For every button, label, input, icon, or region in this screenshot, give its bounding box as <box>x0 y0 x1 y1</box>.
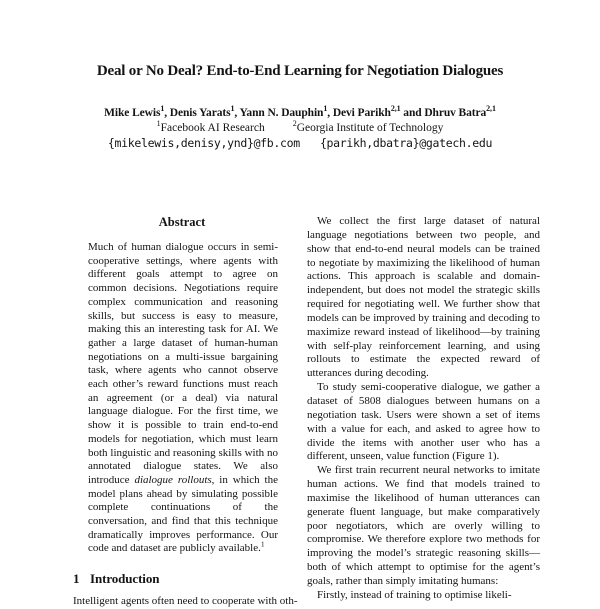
abstract-segment: Much of human dialogue occurs in semi-cooperative settings, where agents with different goals attempt to agree on common decisions. Negotiations require complex communication and reasoning skills, but success is easy to measure, making this an interesting task for AI. We gather a large dataset of human-human negotiations on a multi-issue bargaining task, where agents who cannot observe each other’s reward functions must reach an agreement (or a deal) via natural language dialogue. For the first time, we show it is possible to train end-to-end models for negotiation, which must learn both linguistic and reasoning skills with no annotated dialogue states. We also introduce <box>88 241 278 486</box>
abstract-italic-phrase: dialogue rollouts <box>134 473 212 486</box>
introduction-first-line: Intelligent agents often need to cooperate with oth- <box>73 595 298 608</box>
affiliation-name: Georgia Institute of Technology <box>296 122 444 134</box>
abstract-text <box>88 241 278 556</box>
affiliation <box>292 119 444 135</box>
author-separator: and <box>400 107 425 119</box>
author-name: Mike Lewis <box>104 107 161 119</box>
author-name: Denis Yarats <box>169 107 231 119</box>
section-number: 1 <box>73 571 80 587</box>
author-superscript: 1 <box>323 104 328 114</box>
author-superscript: 1 <box>230 104 235 114</box>
author-superscript: 2,1 <box>390 104 401 114</box>
paper-title: Deal or No Deal? End-to-End Learning for Negotiation Dialogues <box>96 63 504 79</box>
paragraph: We first train recurrent neural networks to imitate human actions. We find that models trained to maximise the likelihood of human utterances can generate fluent language, but make comparatively poor negotiators, which are overly willing to compromise. We therefore explore two methods for improving the model’s strategic reasoning skills—both of which attempt to optimise for the agent’s goals, rather than simply imitating humans: <box>307 464 540 587</box>
email-address: {parikh,dbatra}@gatech.edu <box>319 136 493 150</box>
author-separator: , <box>327 107 333 119</box>
author <box>424 104 496 119</box>
abstract-heading: Abstract <box>158 215 206 229</box>
right-column <box>307 215 540 609</box>
author-superscript: 2,1 <box>486 104 496 114</box>
author-separator: , <box>164 107 170 119</box>
section-title: Introduction <box>90 571 160 587</box>
abstract-segment: , in which the model plans ahead by simulating possible complete continuations of the conversation, and find that this technique dramatically improves performance. Our code and dataset are publicly available. <box>88 473 278 555</box>
author <box>104 104 170 119</box>
two-column-body <box>0 215 600 609</box>
affiliations-line <box>0 119 600 135</box>
left-column <box>73 215 298 609</box>
section-heading-introduction <box>73 571 291 586</box>
author <box>239 104 333 119</box>
paragraph: Firstly, instead of training to optimise likeli- <box>317 588 512 601</box>
author-name: Devi Parikh <box>332 107 391 119</box>
authors-line <box>0 106 600 121</box>
affiliation-name: Facebook AI Research <box>160 122 265 134</box>
author-separator: , <box>234 107 240 119</box>
author-superscript: 1 <box>160 104 165 114</box>
affiliation-superscript: 2 <box>292 119 297 129</box>
author <box>169 104 240 119</box>
author-name: Dhruv Batra <box>424 107 487 119</box>
author <box>332 104 425 119</box>
email-address: {mikelewis,denisy,ynd}@fb.com <box>107 136 300 150</box>
affiliation <box>156 119 265 135</box>
author-name: Yann N. Dauphin <box>239 107 324 119</box>
footnote-marker: 1 <box>260 539 265 549</box>
paragraph: We collect the first large dataset of natural language negotiations between two people, and show that end-to-end neural models can be trained to negotiate by maximizing the likelihood of human actions. This approach is scalable and domain-independent, but does not model the strategic skills required for negotiating well. We further show that models can be improved by training and decoding to maximize reward instead of likelihood—by training with self-play reinforcement learning, and using rollouts to estimate the expected reward of utterances during decoding. <box>307 215 540 380</box>
emails-line <box>0 137 600 150</box>
affiliation-superscript: 1 <box>156 119 161 129</box>
paragraph: To study semi-cooperative dialogue, we gather a dataset of 5808 dialogues between humans on a negotiation task. Users were shown a set of items with a value for each, and asked to agree how to divide the items with another user who has a different, unseen, value function (Figure 1). <box>307 381 540 463</box>
